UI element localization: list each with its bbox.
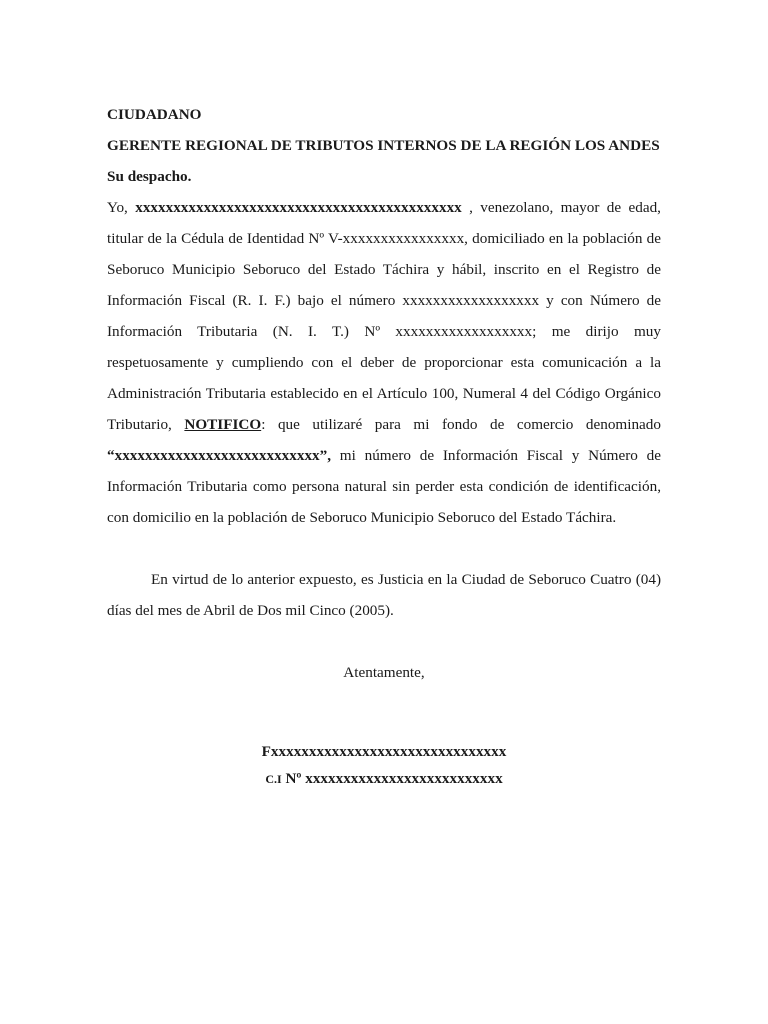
signature-name: Fxxxxxxxxxxxxxxxxxxxxxxxxxxxxxxx [261,743,507,760]
closing-paragraph: En virtud de lo anterior expuesto, es Justicia en la Ciudad de Seboruco Cuatro (04) días del mes de Abril de Dos mil Cinco (2005). [107,571,661,619]
addressee-title: CIUDADANO [107,106,202,123]
body-part-1: , venezolano, mayor de edad, titular de la Cédula de Identidad Nº V-xxxxxxxxxxxxxxxx, domiciliado en la población de Seboruco Municipio Seboruco del Estado Táchira y hábil, inscrito en el Registro de Información Fiscal (R. I. F.) bajo el número xxxxxxxxxxxxxxxxxx y con Número de Información Tributaria (N. I. T.) Nº xxxxxxxxxxxxxxxxxx; me dirijo muy respetuosamente y cumpliendo con el deber de proporcionar esta comunicación a la Administración Tributaria establecido en el Artículo 100, Numeral 4 del Código Orgánico Tributario, [107,199,661,433]
closing-salutation: Atentamente, [343,664,425,681]
addressee-position: GERENTE REGIONAL DE TRIBUTOS INTERNOS DE LA REGIÓN LOS ANDES [107,137,660,154]
signature-id [107,765,661,793]
body-part-3: mi número de Información Fiscal y Número de Información Tributaria como persona natural sin perder esta condición de identificación, con domicilio en la población de Seboruco Municipio Seboruco del Estado Táchira. [107,447,661,526]
letter-body [107,192,661,533]
applicant-name: xxxxxxxxxxxxxxxxxxxxxxxxxxxxxxxxxxxxxxxxxxx [135,199,462,216]
signature-ci-prefix: C.I [265,772,282,786]
body-part-2: : que utilizaré para mi fondo de comercio denominado [261,416,661,433]
body-yo: Yo, [107,199,136,216]
addressee-greeting: Su despacho. [107,168,192,185]
signature-ci-number: Nº xxxxxxxxxxxxxxxxxxxxxxxxxx [281,770,503,787]
letter-page [107,99,661,787]
business-name: “xxxxxxxxxxxxxxxxxxxxxxxxxxx”, [107,447,332,464]
notifico-word: NOTIFICO [184,416,262,433]
